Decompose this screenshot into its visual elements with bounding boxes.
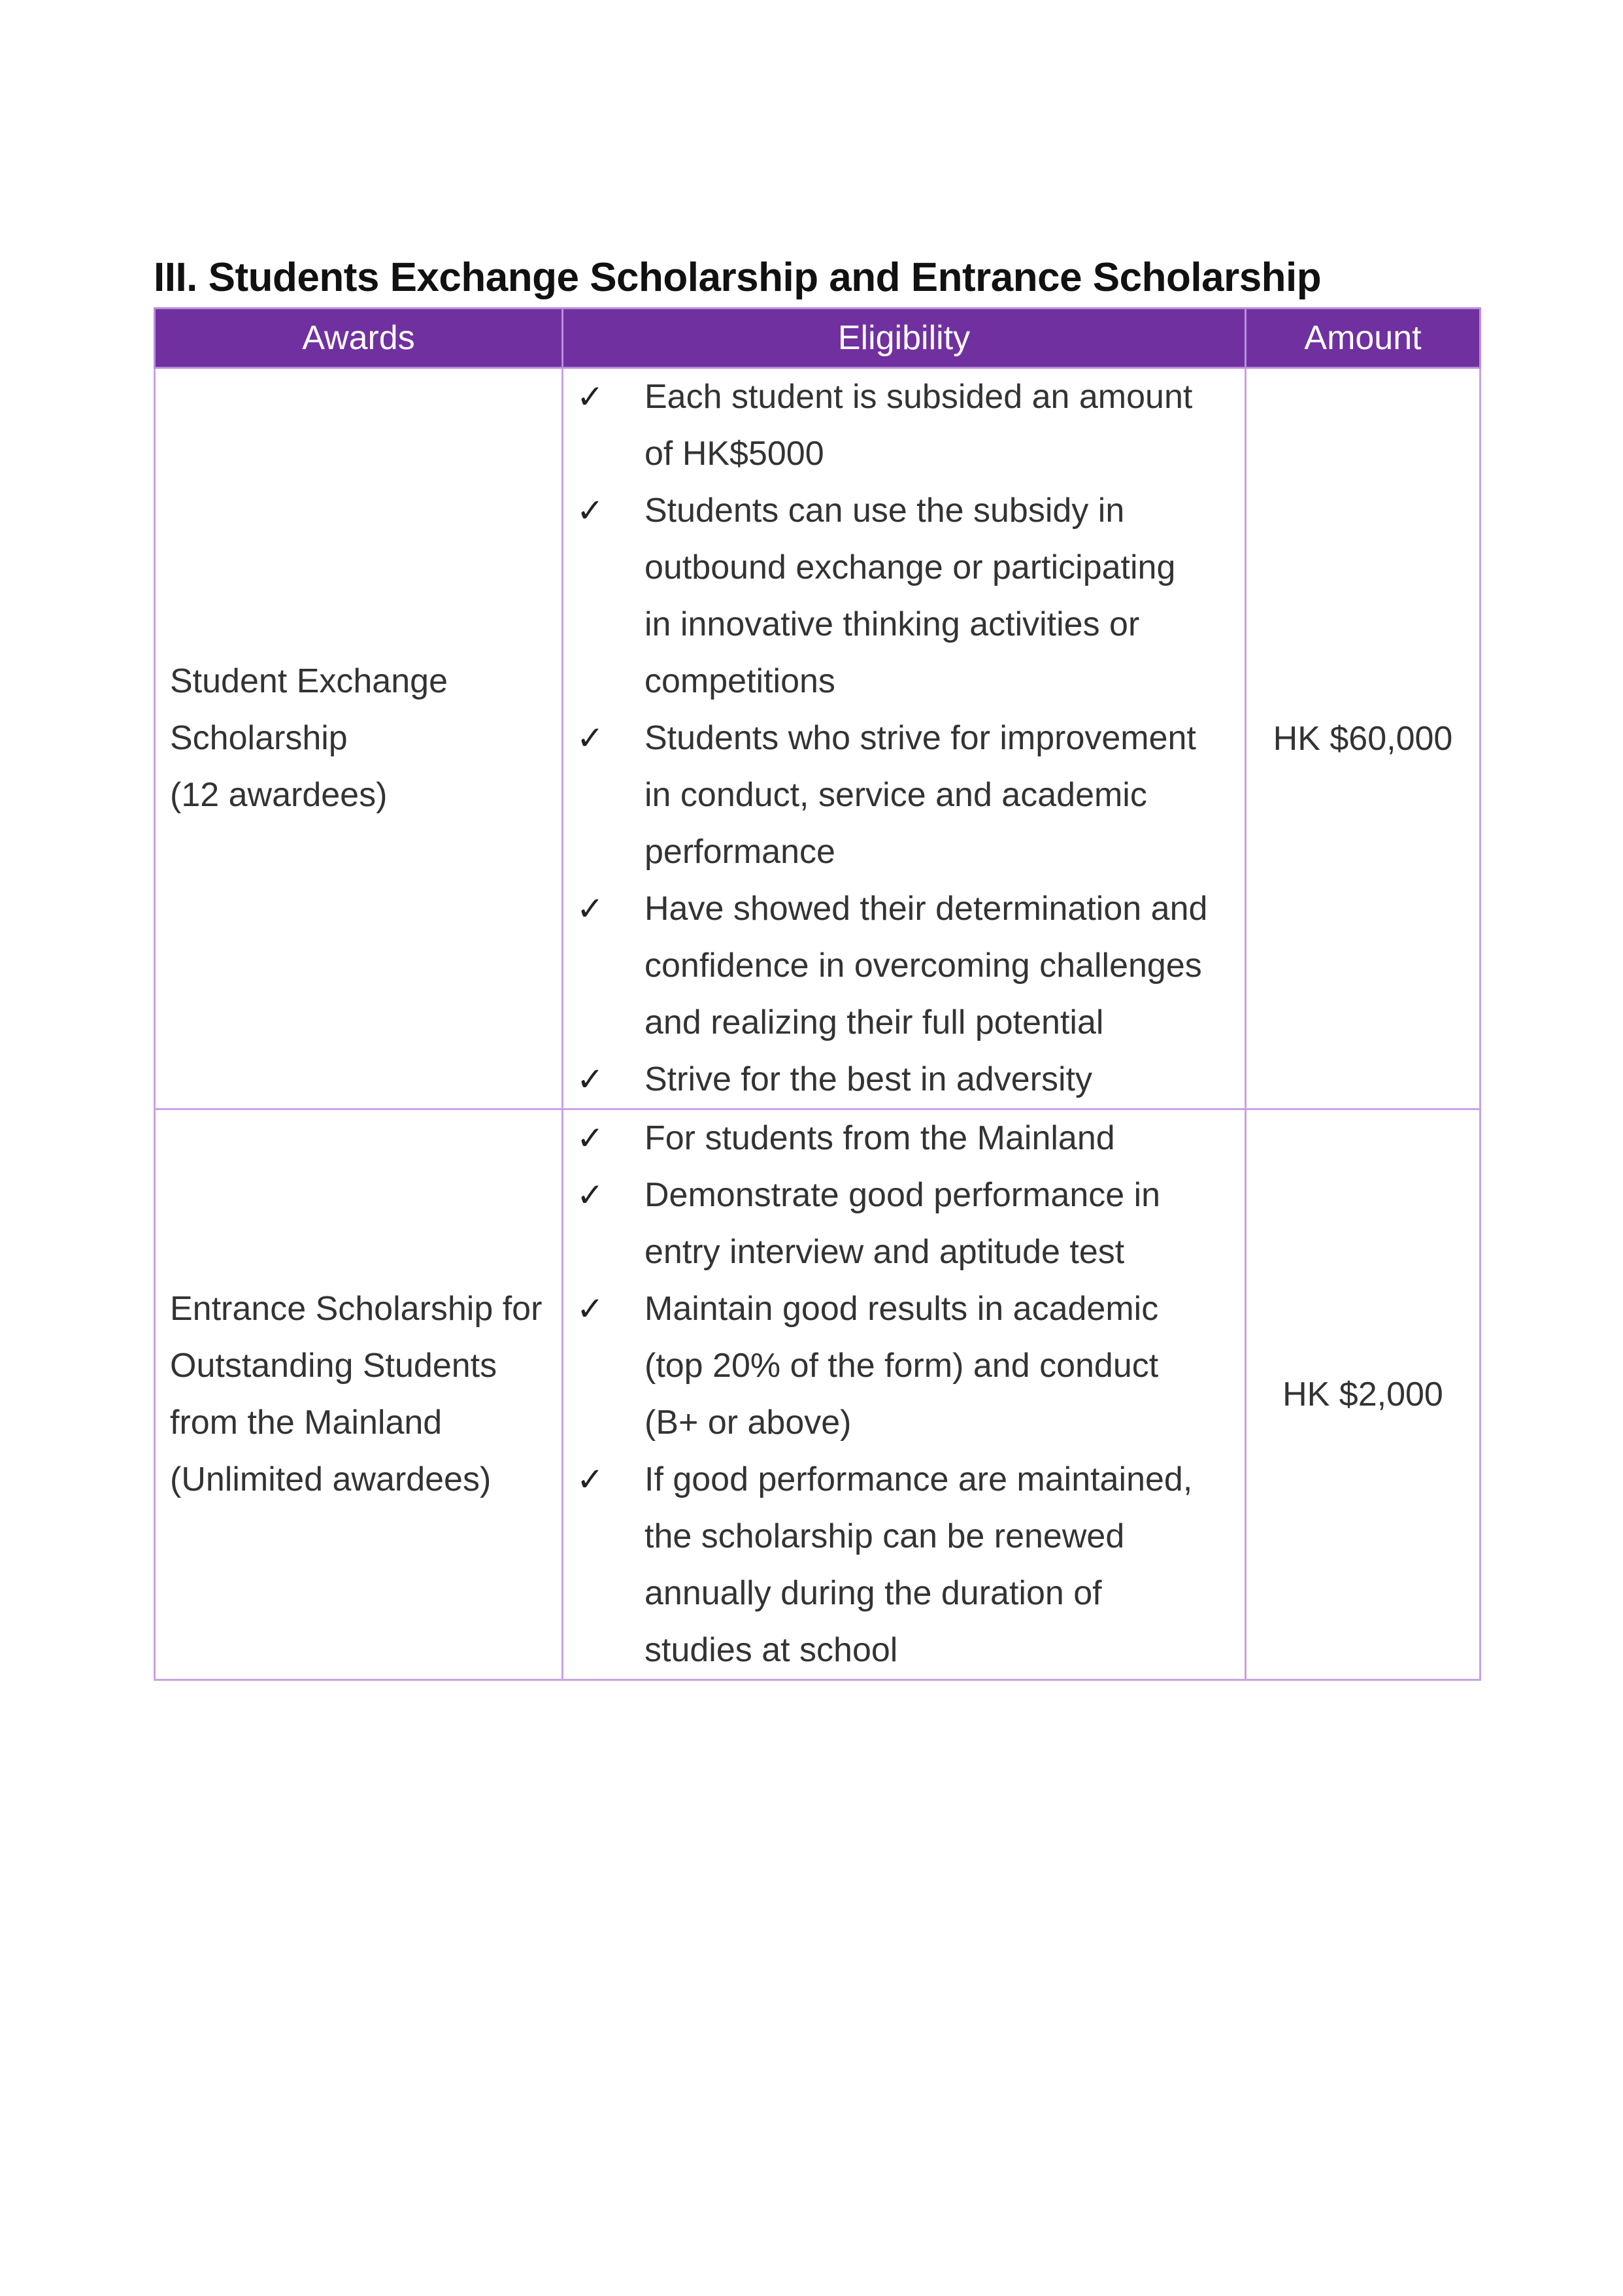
amount-cell: HK $60,000 <box>1246 368 1481 1109</box>
amount-cell: HK $2,000 <box>1246 1109 1481 1680</box>
award-name-line: Scholarship <box>170 719 348 757</box>
eligibility-cell <box>563 1109 1246 1680</box>
eligibility-text-line: the scholarship can be renewed <box>644 1517 1125 1555</box>
check-mark-icon: ✓ <box>577 1460 604 1498</box>
eligibility-text-line: entry interview and aptitude test <box>644 1233 1125 1271</box>
check-mark-icon: ✓ <box>577 719 604 757</box>
award-name-line: Outstanding Students <box>170 1347 497 1385</box>
eligibility-item <box>563 1281 1245 1451</box>
header-awards: Awards <box>155 309 563 368</box>
award-name-cell <box>155 368 563 1109</box>
eligibility-text-line: (top 20% of the form) and conduct <box>644 1347 1159 1385</box>
table-row <box>155 368 1481 1109</box>
award-name-cell <box>155 1109 563 1680</box>
check-mark-icon: ✓ <box>577 890 604 928</box>
eligibility-text-line: (B+ or above) <box>644 1404 852 1442</box>
eligibility-text-line: competitions <box>644 662 835 700</box>
check-mark-icon: ✓ <box>577 492 604 530</box>
eligibility-text-line: of HK$5000 <box>644 435 824 473</box>
eligibility-item <box>563 1051 1245 1108</box>
eligibility-text-line: confidence in overcoming challenges <box>644 947 1202 985</box>
eligibility-text-line: Strive for the best in adversity <box>644 1060 1092 1098</box>
eligibility-text-line: Demonstrate good performance in <box>644 1176 1161 1214</box>
award-name-line: Student Exchange <box>170 662 448 700</box>
check-mark-icon: ✓ <box>577 1060 604 1098</box>
scholarship-table <box>154 307 1481 1681</box>
eligibility-text-line: annually during the duration of <box>644 1574 1102 1612</box>
header-amount: Amount <box>1246 309 1481 368</box>
eligibility-text-line: If good performance are maintained, <box>644 1460 1193 1498</box>
eligibility-cell <box>563 368 1246 1109</box>
eligibility-item <box>563 881 1245 1051</box>
eligibility-text-line: in conduct, service and academic <box>644 776 1147 814</box>
eligibility-item <box>563 710 1245 881</box>
table-header-row <box>155 309 1481 368</box>
eligibility-item <box>563 1451 1245 1679</box>
eligibility-text-line: Each student is subsided an amount <box>644 378 1193 416</box>
eligibility-text-line: in innovative thinking activities or <box>644 605 1140 643</box>
award-name-line: Entrance Scholarship for <box>170 1290 543 1328</box>
eligibility-text-line: outbound exchange or participating <box>644 549 1176 586</box>
eligibility-item <box>563 1167 1245 1281</box>
document-page <box>154 248 1479 1681</box>
eligibility-text-line: performance <box>644 833 835 871</box>
eligibility-text-line: Students can use the subsidy in <box>644 492 1125 530</box>
section-title: III. Students Exchange Scholarship and Entrance Scholarship <box>154 255 1322 300</box>
award-name-line: (12 awardees) <box>170 776 388 814</box>
eligibility-item <box>563 1110 1245 1167</box>
eligibility-text-line: For students from the Mainland <box>644 1119 1115 1157</box>
eligibility-text-line: Students who strive for improvement <box>644 719 1196 757</box>
award-name-line: (Unlimited awardees) <box>170 1460 492 1498</box>
check-mark-icon: ✓ <box>577 1119 604 1157</box>
eligibility-text-line: and realizing their full potential <box>644 1004 1104 1041</box>
check-mark-icon: ✓ <box>577 1290 604 1328</box>
check-mark-icon: ✓ <box>577 1176 604 1214</box>
award-name-line: from the Mainland <box>170 1404 443 1442</box>
eligibility-list <box>563 369 1245 1108</box>
eligibility-text-line: Have showed their determination and <box>644 890 1208 928</box>
eligibility-item <box>563 369 1245 482</box>
header-eligibility: Eligibility <box>563 309 1246 368</box>
eligibility-text-line: Maintain good results in academic <box>644 1290 1159 1328</box>
check-mark-icon: ✓ <box>577 378 604 416</box>
table-row <box>155 1109 1481 1680</box>
eligibility-text-line: studies at school <box>644 1631 898 1669</box>
eligibility-item <box>563 482 1245 710</box>
eligibility-list <box>563 1110 1245 1679</box>
